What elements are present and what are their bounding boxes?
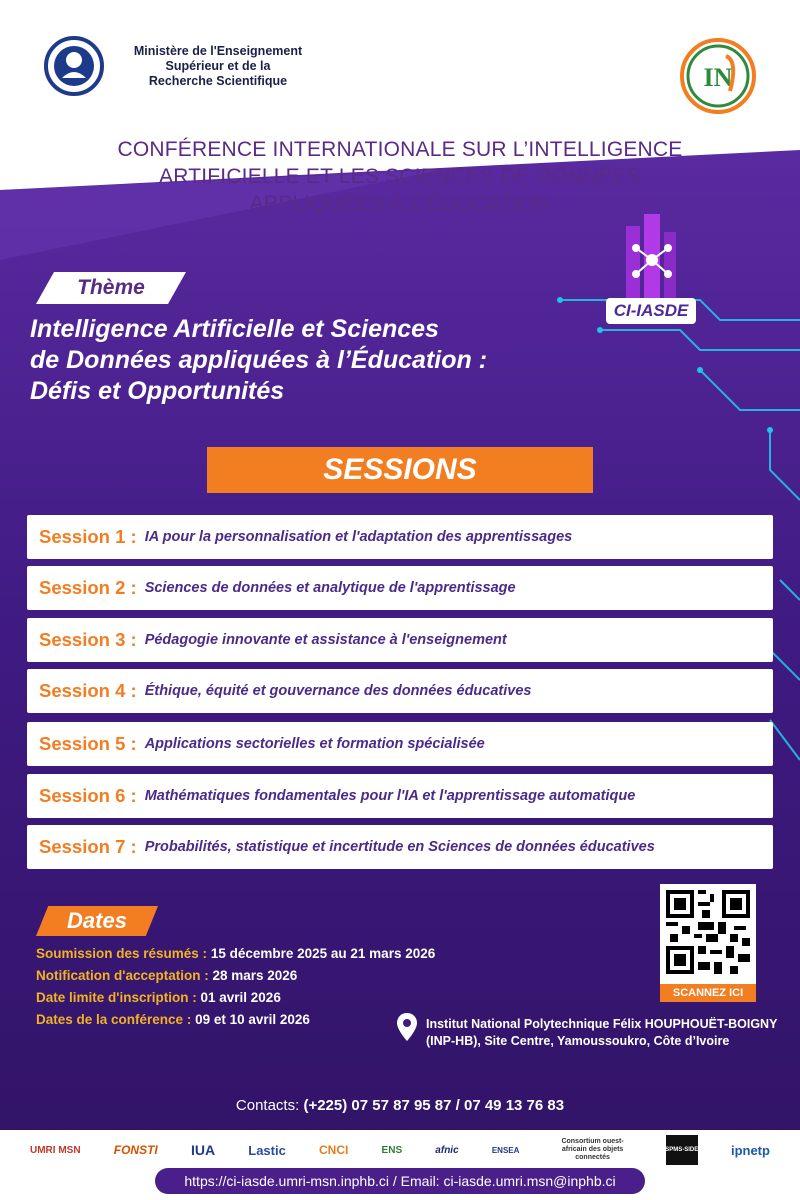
session-number: Session 1 :	[39, 526, 137, 547]
session-title: Sciences de données et analytique de l'apprentissage	[144, 580, 516, 596]
date-item	[36, 968, 297, 983]
session-row	[27, 566, 773, 610]
session-title: Mathématiques fondamentales pour l'IA et l'apprentissage automatique	[144, 788, 636, 804]
session-title: Éthique, équité et gouvernance des données éducatives	[144, 683, 532, 699]
venue-address	[426, 1016, 777, 1050]
session-title: Pédagogie innovante et assistance à l'enseignement	[144, 632, 507, 648]
theme-text	[30, 314, 590, 407]
session-row	[27, 722, 773, 766]
partner-logo-consortium: Consortium ouest-africain des objets connectés	[561, 1138, 624, 1161]
session-number: Session 3 :	[39, 629, 137, 650]
partner-logo-lastic: Lastic	[248, 1142, 286, 1158]
date-value: 15 décembre 2025 au 21 mars 2026	[210, 946, 436, 961]
svg-text:IN: IN	[703, 63, 733, 92]
sessions-heading: SESSIONS	[207, 447, 593, 493]
partner-logo-cnci: CNCI	[319, 1143, 349, 1157]
contacts	[0, 1097, 800, 1114]
partner-logo-ens: ENS	[381, 1144, 403, 1156]
ci-iasde-label: CI-IASDE	[606, 298, 696, 324]
partner-logo-iua: IUA	[190, 1142, 216, 1158]
date-key: Date limite d'inscription :	[36, 990, 197, 1005]
ministry-emblem-icon	[40, 30, 110, 100]
date-item	[36, 1012, 310, 1027]
theme-line: de Données appliquées à l’Éducation :	[30, 346, 488, 374]
session-row	[27, 515, 773, 559]
date-item	[36, 990, 281, 1005]
date-key: Soumission des résumés :	[36, 946, 208, 961]
conference-title-line: APPLIQUÉES À L’ÉDUCATION	[249, 192, 551, 215]
contacts-phone: (+225) 07 57 87 95 87 / 07 49 13 76 83	[303, 1097, 565, 1114]
session-number: Session 7 :	[39, 836, 137, 857]
session-row	[27, 618, 773, 662]
session-number: Session 6 :	[39, 785, 137, 806]
session-row	[27, 825, 773, 869]
partner-logo-ipnetp: ipnetp	[730, 1142, 770, 1158]
partner-logo-fonsti: FONSTI	[113, 1143, 158, 1157]
conference-title-line: CONFÉRENCE INTERNATIONALE SUR L’INTELLIGENCE	[117, 138, 683, 161]
partner-logo-afnic: afnic	[435, 1144, 459, 1156]
session-row	[27, 774, 773, 818]
inphb-logo	[678, 36, 758, 116]
ministry-name	[118, 44, 318, 89]
session-number: Session 5 :	[39, 733, 137, 754]
ministry-line: Ministère de l'Enseignement	[133, 44, 303, 58]
ministry-logo-block	[40, 30, 320, 100]
theme-line: Intelligence Artificielle et Sciences	[30, 315, 439, 343]
conference-title-line: ARTIFICIELLE ET LES SCIENCES DE DONNÉES	[159, 165, 641, 188]
location-pin-icon	[396, 1012, 418, 1042]
theme-label: Thème	[77, 276, 145, 299]
footer-website-email[interactable]: https://ci-iasde.umri-msn.inphb.ci / Email: ci-iasde.umri.msn@inphb.ci	[155, 1168, 645, 1194]
partner-logo-ensea: ENSEA	[491, 1145, 520, 1155]
session-title: Applications sectorielles et formation spécialisée	[144, 736, 485, 752]
partner-logo-spms-side: SPMS-SIDE	[666, 1135, 698, 1165]
session-row	[27, 669, 773, 713]
date-value: 28 mars 2026	[212, 968, 298, 983]
address-line: Institut National Polytechnique Félix HOUPHOUËT-BOIGNY	[426, 1017, 778, 1031]
session-number: Session 2 :	[39, 577, 137, 598]
address-line: (INP-HB), Site Centre, Yamoussoukro, Côte d’Ivoire	[426, 1034, 730, 1048]
contacts-label: Contacts:	[235, 1097, 300, 1114]
date-key: Notification d'acceptation :	[36, 968, 209, 983]
conference-title	[60, 136, 740, 217]
partner-logo-umri-msn: UMRI MSN	[30, 1144, 81, 1156]
session-title: Probabilités, statistique et incertitude en Sciences de données éducatives	[144, 839, 655, 855]
partner-logos	[30, 1132, 770, 1168]
date-item	[36, 946, 435, 961]
qr-code-icon	[662, 886, 754, 982]
dates-label: Dates	[67, 908, 127, 933]
session-number: Session 4 :	[39, 680, 137, 701]
ministry-line: Recherche Scientifique	[148, 74, 288, 88]
theme-line: Défis et Opportunités	[30, 377, 285, 405]
date-key: Dates de la conférence :	[36, 1012, 192, 1027]
qr-caption: SCANNEZ ICI	[660, 984, 756, 1002]
session-title: IA pour la personnalisation et l'adaptation des apprentissages	[144, 529, 573, 545]
date-value: 09 et 10 avril 2026	[195, 1012, 310, 1027]
ministry-line: Supérieur et de la	[165, 59, 271, 73]
date-value: 01 avril 2026	[200, 990, 281, 1005]
